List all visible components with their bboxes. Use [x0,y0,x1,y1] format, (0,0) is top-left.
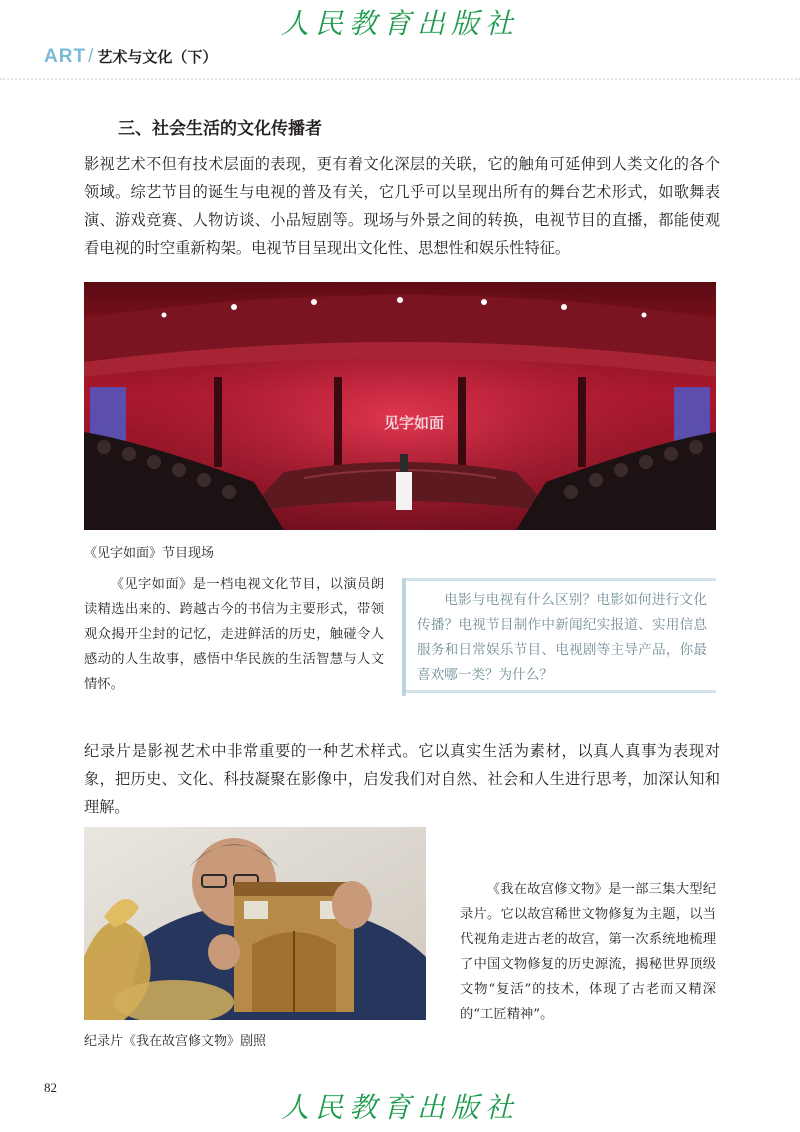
body-paragraph-1: 影视艺术不但有技术层面的表现，更有着文化深层的关联，它的触角可延伸到人类文化的各个领域。综艺节目的诞生与电视的普及有关，它几乎可以呈现出所有的舞台艺术形式，如歌舞表演、游戏竞赛、人物访谈、小品短剧等。现场与外景之间的转换，电视节目的直播，都能使观看电视的时空重新构架。电视节目呈现出文化性、思想性和娱乐性特征。 [84,155,720,257]
publisher-logo-top: 人民教育出版社 [280,7,519,40]
question-box-top-rule [406,578,716,581]
publisher-logo-bottom: 人民教育出版社 [280,1091,519,1124]
running-header [44,46,217,68]
program-note: 《见字如面》是一档电视文化节目，以演员朗读精选出来的、跨越古今的书信为主要形式，带领观众揭开尘封的记忆，走进鲜活的历史，触碰令人感动的人生故事，感悟中华民族的生活智慧与人文情怀。 [84,577,384,692]
tv-show-stage-photo [84,282,716,530]
stage-sign-text: 见字如面 [384,414,445,432]
discussion-question-text: 电影与电视有什么区别？电影如何进行文化传播？电视节目制作中新闻纪实报道、实用信息服务和日常娱乐节目、电视剧等主导产品，你最喜欢哪一类？为什么？ [417,592,707,683]
discussion-question-box [402,578,716,696]
subject-label: ART [44,46,87,67]
photo1-caption: 《见字如面》节目现场 [84,546,215,561]
documentary-note: 《我在故宫修文物》是一部三集大型纪录片。它以故宫稀世文物修复为主题，以当代视角走进古老的故宫，第一次系统地梳理了中国文物修复的历史源流，揭秘世界顶级文物“复活”的技术，体现了古老而又精深的“工匠精神”。 [460,882,716,1022]
book-title: 艺术与文化（下） [97,49,218,66]
page-number: 82 [44,1080,57,1095]
photo2-caption: 纪录片《我在故宫修文物》剧照 [84,1034,267,1049]
section-title: 三、社会生活的文化传播者 [118,119,322,139]
question-box-left-bar [402,578,406,696]
documentary-still-photo [84,827,426,1020]
body-paragraph-2: 纪录片是影视艺术中非常重要的一种艺术样式。它以真实生活为素材，以真人真事为表现对象，把历史、文化、科技凝聚在影像中，启发我们对自然、社会和人生进行思考，加深认知和理解。 [84,742,720,816]
header-slash: / [88,46,94,67]
question-box-bottom-rule [406,690,716,693]
header-divider [0,78,800,80]
